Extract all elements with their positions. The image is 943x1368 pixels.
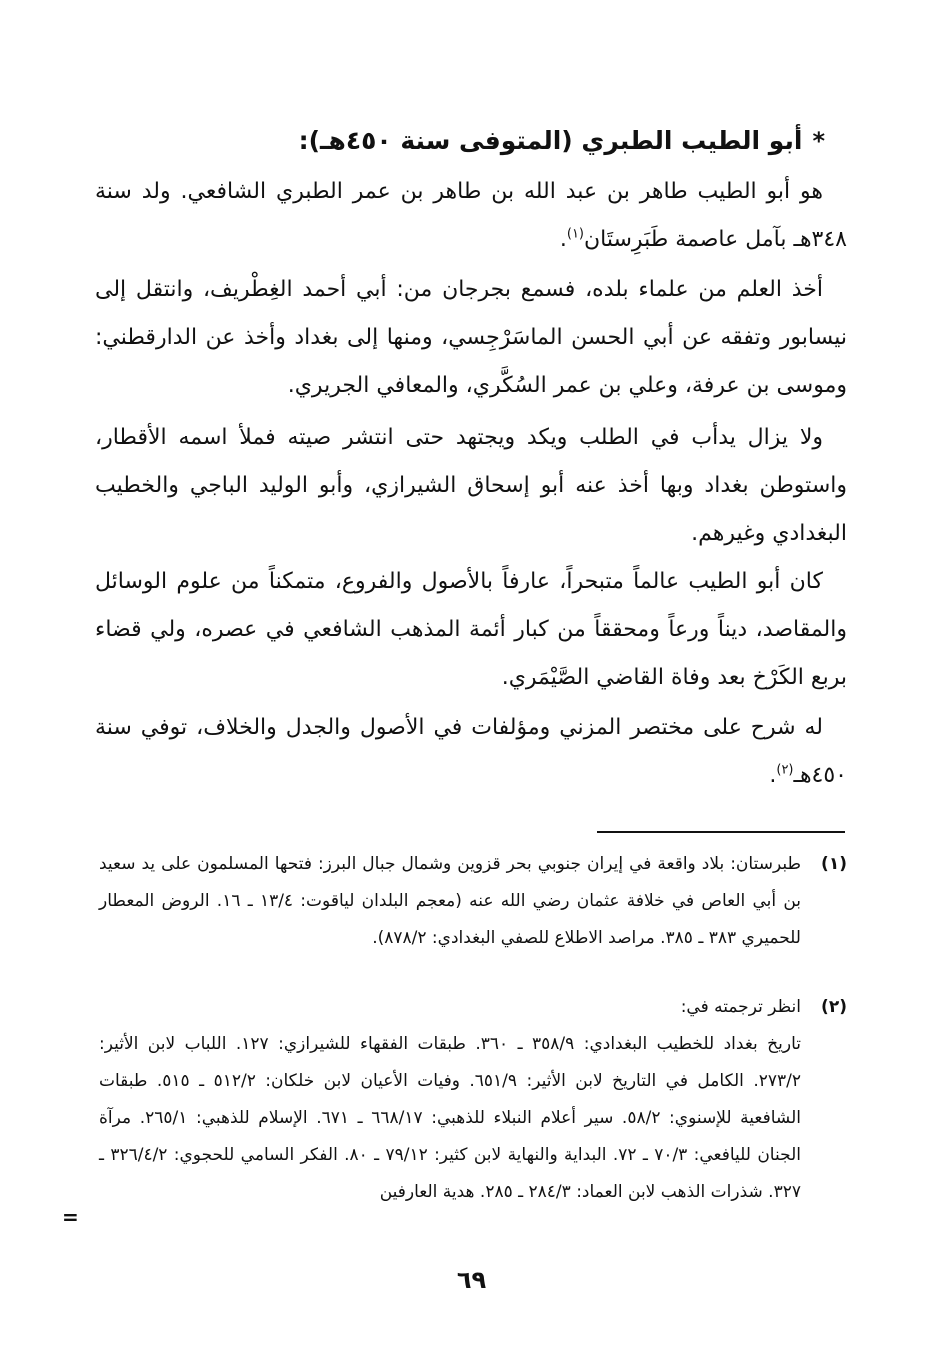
footnote-text: تاريخ بغداد للخطيب البغدادي: ٣٥٨/٩ ـ ٣٦٠. طبقات الفقهاء للشيرازي: ١٢٧. اللباب لابن الأثير: ٢٧٣/٢. الكامل في التاريخ لابن الأثير: ٦٥١/٩. وفيات الأعيان لابن خلكان: ٥١٢/٢ ـ ٥١٥. طبقات الشافعية للإسنوي: ٥٨/٢. سير أعلام النبلاء للذهبي: ٦٦٨/١٧ ـ ٦٧١. الإسلام للذهبي: ٢٦٥/١. مرآة الجنان لليافعي: ٧٠/٣ ـ ٧٢. البداية والنهاية لابن كثير: ٧٩/١٢ ـ ٨٠. الفكر السامي للحجوي: ٣٢٦/٤/٢ ـ ٣٢٧. شذرات الذهب لابن العماد: ٢٨٤/٣ ـ ٢٨٥. هدية العارفين xyxy=(99,1034,801,1202)
page-number: ٦٩ xyxy=(456,1266,487,1294)
entry-title xyxy=(105,121,825,161)
footnote-number: (٢) xyxy=(821,997,847,1017)
footnote-1 xyxy=(99,846,847,957)
paragraph-description xyxy=(95,558,847,702)
paragraph-students xyxy=(95,414,847,558)
continuation-mark: = xyxy=(62,1205,79,1229)
paragraph-works xyxy=(95,704,847,800)
footnote-divider xyxy=(597,831,845,833)
paragraph-text: له شرح على مختصر المزني ومؤلفات في الأصول والجدل والخلاف، توفي سنة ٤٥٠هـ xyxy=(95,715,847,788)
footnote-reference[interactable]: (٢) xyxy=(776,762,794,778)
paragraph-birth xyxy=(95,168,847,264)
paragraph-text: أخذ العلم من علماء بلده، فسمع بجرجان من: أبي أحمد الغِطْريف، وانتقل إلى نيسابور وتفقه عن أبي الحسن الماسَرْجِسي، ومنها إلى بغداد وأخذ عن الدارقطني: وموسى بن عرفة، وعلي بن عمر السُكَّري، والمعافي الجريري. xyxy=(95,277,847,398)
footnote-2 xyxy=(99,989,847,1211)
paragraph-teachers xyxy=(95,266,847,410)
paragraph-end: . xyxy=(769,763,777,788)
footnote-number: (١) xyxy=(821,854,847,874)
paragraph-text: ولا يزال يدأب في الطلب ويكد ويجتهد حتى انتشر صيته فملأ اسمه الأقطار، واستوطن بغداد وبها أخذ عنه أبو إسحاق الشيرازي، وأبو الوليد الباجي والخطيب البغدادي وغيرهم. xyxy=(95,425,847,546)
paragraph-text: كان أبو الطيب عالماً متبحراً، عارفاً بالأصول والفروع، متمكناً من علوم الوسائل والمقاصد، ديناً ورعاً ومحققاً من كبار أئمة المذهب الشافعي في عصره، ولي قضاء بربع الكَرْخ بعد وفاة القاضي الصَّيْمَري. xyxy=(95,569,847,690)
paragraph-text: هو أبو الطيب طاهر بن عبد الله بن طاهر بن عمر الطبري الشافعي. ولد سنة ٣٤٨هـ بآمل عاصمة طَبَرِستَان xyxy=(95,179,847,252)
star-bullet-icon: * xyxy=(812,127,825,155)
paragraph-end: . xyxy=(559,227,567,252)
footnote-text: طبرستان: بلاد واقعة في إيران جنوبي بحر قزوين وشمال جبال البرز: فتحها المسلمون على يد سعيد بن أبي العاص في خلافة عثمان رضي الله عنه (معجم البلدان لياقوت: ١٣/٤ ـ ١٦. الروض المعطار للحميري ٣٨٣ ـ ٣٨٥. مراصد الاطلاع للصفي البغدادي: ٨٧٨/٢). xyxy=(99,854,801,948)
footnote-intro: انظر ترجمته في: xyxy=(680,997,801,1017)
entry-title-text: أبو الطيب الطبري (المتوفى سنة ٤٥٠هـ): xyxy=(298,126,803,155)
footnote-reference[interactable]: (١) xyxy=(566,226,584,242)
